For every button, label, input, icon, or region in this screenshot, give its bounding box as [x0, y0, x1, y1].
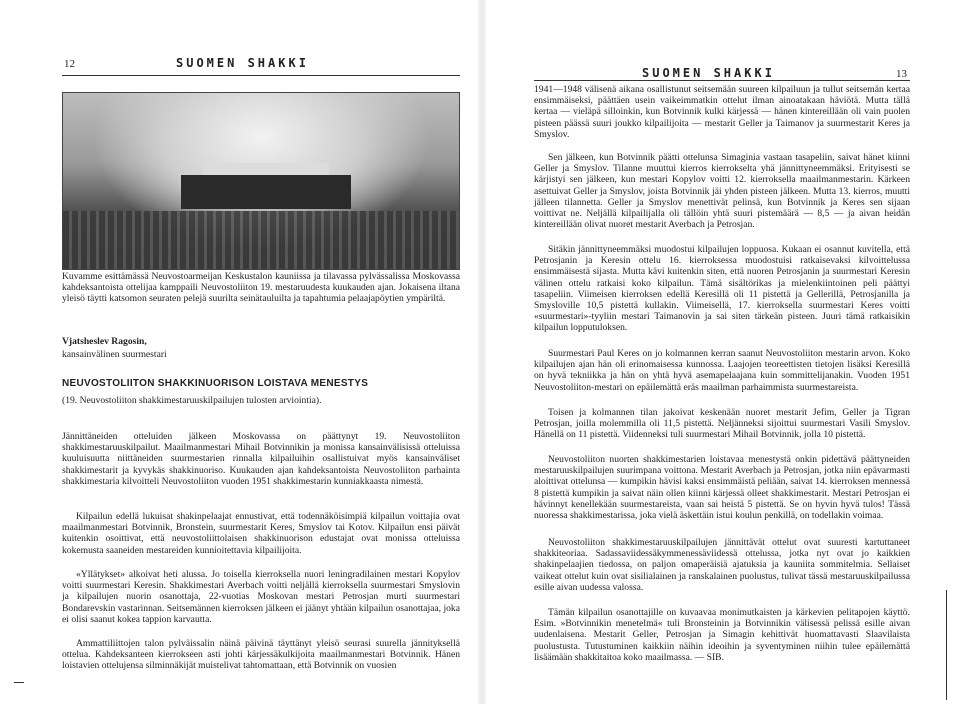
- author-title: kansainvälinen suurmestari: [62, 349, 167, 360]
- tournament-hall-photo: [62, 92, 460, 270]
- header-rule: [534, 80, 910, 81]
- photo-stage: [181, 175, 351, 209]
- running-head: SUOMEN SHAKKI: [642, 66, 775, 80]
- paragraph: Neuvostoliiton shakkimestaruuskilpailujen jännittävät ottelut ovat suuresti kartuttaneet shakkiteoriaa. Sadassaviidessäkymmenessäviidessä ottelussa, jotka nyt ovat jo kaikkien shakinpelaajien tiedossa, on paljon omaperäisiä ajatuksia ja kauniita sommitelmia. Sellaiset vaikeat ottelut kuin ovat sisilialainen ja ranskalainen puolustus, tulivat tässä mestaruuskilpailussa esille aivan uudessa valossa.: [534, 537, 910, 593]
- page-number: 12: [64, 58, 75, 70]
- photo-audience: [63, 211, 459, 269]
- paragraph: Toisen ja kolmannen tilan jakoivat keskenään nuoret mestarit Jefim, Geller ja Tigran Petrosjan, joilla molemmilla oli 11,5 pistettä. Neljänneksi sijoittui suurmestari Vasili Smyslov. Hänellä on 11 pistettä. Viidenneksi tuli suurmestari Mihail Botvinnik, jolla 10 pistettä.: [534, 407, 910, 441]
- running-head: SUOMEN SHAKKI: [176, 56, 309, 70]
- paragraph: Sitäkin jännittyneemmäksi muodostui kilpailujen loppuosa. Kukaan ei osannut kuvitella, että Petrosjanin ja Keresin ottelu 16. kierroksessa muodostuisi ratkaisevaksi kilvoittelussa ensimmäisestä sijasta. Mutta kävi kuitenkin siten, että nuoren Petrosjanin ja suurmestari Keresin välinen ottelu ratkaisi koko kilpailun. Tämä sisältörikas ja mielenkiintoinen peli päättyi tasapeliin. Viimeisen kierroksen edellä Keresillä oli 11 pistettä ja Gellerillä, Petrosjanilla ja Smysloville 10,5 pistettä kullakin. Viimeisellä, 17. kierroksella suurmestari Keres voitti «suurmestari»-tyyliin mestari Taimanovin ja sai siten tärkeän pisteen. Juuri tämä ratkaisikin kilpailun lopputuloksen.: [534, 244, 910, 334]
- paragraph: Tämän kilpailun osanottajille on kuvaavaa monimutkaisten ja kärkevien pelitapojen käyttö. Esim. »Botvinnikin menetelmä« tuli Bronsteinin ja Botvinnikin välisessä pelissä esille aivan uudenlaisena. Mestarit Geller, Petrosjan ja Simagin kehittivät huomattavasti Slaavilaista puolustusta. Tutustuminen kaikkiin näihin ideoihin ja syventyminen niihin tulee epäilemättä lisäämään shakkitaitoa koko maailmassa. — SIB.: [534, 607, 910, 663]
- article-title: NEUVOSTOLIITON SHAKKINUORISON LOISTAVA MENESTYS: [62, 378, 369, 389]
- paragraph: Jännittäneiden otteluiden jälkeen Moskovassa on päättynyt 19. Neuvostoliiton shakkimestaruuskilpailut. Maailmanmestari Mihail Botvinnikin ja monissa kansainvälisissä otteluissa kuuluisuutta niittäneiden suurmestarien rinnalla kilpailuihin osallistuivat myös kansainväliset shakkimestarit ja kyvykäs shakkinuoriso. Kuukauden ajan kahdeksantoista Neuvostoliiton parhainta shakkimestaria kilvoitteli Neuvostoliiton vuoden 1951 shakkimestarin kunniakkaasta nimestä.: [62, 431, 460, 487]
- right-page: [484, 0, 960, 704]
- paragraph: «Yllätykset» alkoivat heti alussa. Jo toisella kierroksella nuori leningradilainen mestari Kopylov voitti suurmestari Keresin. Shakkimestari Averbach voitti neljällä kierroksella suurmestari Smyslovin ja kilpailujen nuorin osanottaja, 22-vuotias Moskovan mestari Petrosjan murti suurmestari Bondarevskin vastarinnan. Seitsemännen kierroksen jälkeen ei jäänyt yhtään kilpailun osanottajaa, joka ei olisi saanut kokea tappion karvautta.: [62, 569, 460, 625]
- paragraph: Kilpailun edellä lukuisat shakinpelaajat ennustivat, että todennäköisimpiä kilpailun voittajia ovat maailmanmestari Botvinnik, Bronstein, suurmestarit Keres, Smyslov tai Kotov. Kilpailun ensi päivät kuitenkin osoittivat, että neuvostoliittolaisen shakkinuorison edustajat ovat monissa otteluissa kokemusta saaneiden mestareiden kunnioitettavia kilpailijoita.: [62, 511, 460, 556]
- paragraph: Suurmestari Paul Keres on jo kolmannen kerran saanut Neuvostoliiton mestarin arvon. Koko kilpailujen ajan hän oli erinomaisessa kunnossa. Laajojen teoreettisten tietojen lisäksi Keresillä on hyvä tekniikka ja hän on yhtä hyvä asemapelaajana kuin sommittelijanakin. Vuoden 1951 Neuvostoliiton-mestari on epäilemättä eräs maailman parhaimmista suurmestareista.: [534, 348, 910, 393]
- paragraph: Sen jälkeen, kun Botvinnik päätti ottelunsa Simaginia vastaan tasapeliin, saivat hänet kiinni Geller ja Smyslov. Tilanne muuttui kierros kierrokselta yhä jännittyneemmäksi. Erityisesti se kärjistyi sen jälkeen, kun mestari Kopylov voitti 12. kierroksella maailmanmestarin. Kärkeen asettuivat Geller ja Smyslov, joista Botvinnik jäi yhden pisteen jälkeen. Mutta 13. kierros, muutti jälleen tilannetta. Geller ja Smyslov menettivät pelinsä, kun Botvinnik ja Keres sen sijaan voittivat ne. Neljällä kilpailijalla oli tällöin yhtä suuri pistemäärä — 8,5 — ja aivan heidän kintereillään olivat nuoret mestarit Averbach ja Petrosjan.: [534, 152, 910, 231]
- paragraph: Neuvostoliiton nuorten shakkimestarien loistavaa menestystä onkin pidettävä päättyneiden mestaruuskilpailujen suurimpana voittona. Mestarit Averbach ja Petrosjan, jotka niin epävarmasti aloittivat ottelunsa — kumpikin hävisi kaksi ensimmäistä peliään, saivat 14. kierroksen mennessä 8 pistettä kumpikin ja saivat näin ollen kiinni kärjessä olleet shakkimestarit. Mestari Petrosjan ei hävinnyt kenellekään suurmestareista, vaan sai heistä 5 pistettä. Se on hyvin hyvä tulos! Tässä nuoressa shakkimestarissa, joka vielä äskettäin istui koulun penkillä, on todellakin voimaa.: [534, 454, 910, 522]
- paragraph: 1941—1948 välisenä aikana osallistunut seitsemään suureen kilpailuun ja tullut seitsemän kertaa ensimmäiseksi, päättäen usein vaikeimmatkin ottelut ilman ainoatakaan häviötä. Mutta tällä kertaa — vieläpä silloinkin, kun Botvinnik kulki kärjessä — hänen kintereillään oli vain puolen pisteen päässä suuri joukko kilpailijoita — mestarit Geller ja Taimanov ja suurmestarit Keres ja Smyslov.: [534, 84, 910, 140]
- photo-caption: Kuvamme esittämässä Neuvostoarmeijan Keskustalon kauniissa ja tilavassa pylvässalissa Moskovassa kahdeksantoista ottelijaa kamppaili Neuvostoliiton 19. mestaruudesta kuukauden ajan. Jokaisena iltana yleisö täytti katsomon seuraten pelejä suurilta seinätauluilta ja tapahtumia pelaajapöytien ympäriltä.: [62, 271, 460, 305]
- page-number: 13: [896, 68, 907, 80]
- header-rule: [62, 75, 460, 76]
- article-subtitle: (19. Neuvostoliiton shakkimestaruuskilpailujen tulosten arviointia).: [62, 395, 322, 406]
- paragraph: Ammattiliittojen talon pylväissalin näinä päivinä täyttänyt yleisö seurasi suurella jännityksellä ottelua. Kahdeksanteen kierrokseen asti johti kärjessäkulkijoita maailmanmestari Botvinnik. Hänen loistavien ottelujensa silminnäkijät muistelivat tahtomattaan, että Botvinnik on vuosien: [62, 638, 460, 672]
- crop-mark: [14, 682, 24, 683]
- author-name: Vjatsheslev Ragosin,: [62, 336, 147, 347]
- edge-mark: [946, 590, 947, 700]
